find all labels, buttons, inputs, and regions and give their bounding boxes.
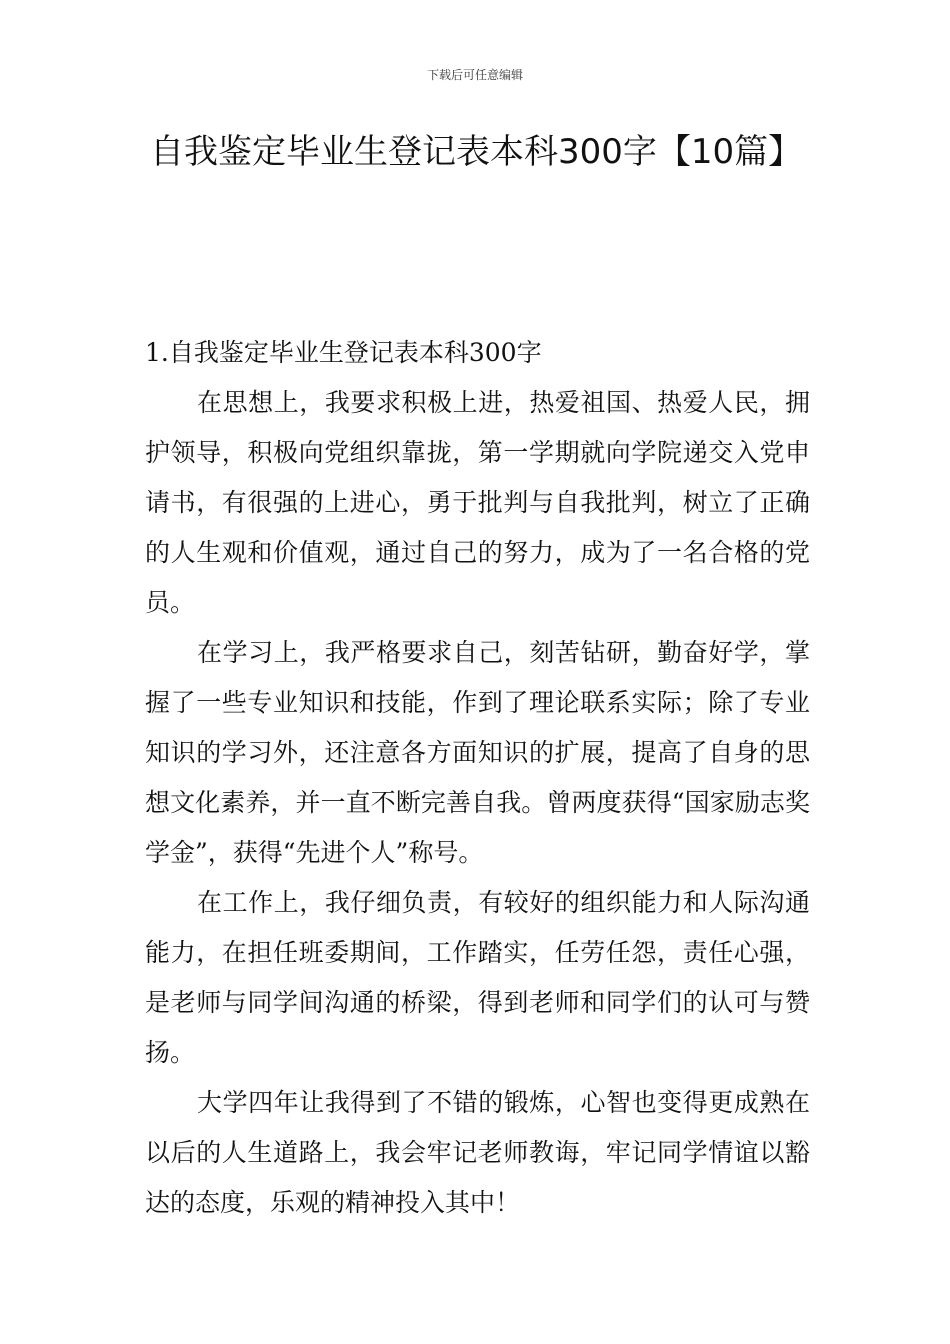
paragraph-thought: 在思想上，我要求积极上进，热爱祖国、热爱人民，拥护领导，积极向党组织靠拢，第一学期就向学院递交入党申请书，有很强的上进心，勇于批判与自我批判，树立了正确的人生观和价值观，通过自己的努力，成为了一名合格的党员。	[145, 388, 810, 617]
paragraph-summary: 大学四年让我得到了不错的锻炼，心智也变得更成熟在以后的人生道路上，我会牢记老师教诲，牢记同学情谊以豁达的态度，乐观的精神投入其中！	[145, 1088, 810, 1217]
page-title: 自我鉴定毕业生登记表本科300字【10篇】	[150, 132, 803, 172]
header-note: 下载后可任意编辑	[426, 68, 523, 82]
document-body	[145, 328, 810, 1228]
section-heading: 1.自我鉴定毕业生登记表本科300字	[145, 338, 542, 367]
paragraph-work: 在工作上，我仔细负责，有较好的组织能力和人际沟通能力，在担任班委期间，工作踏实，任劳任怨，责任心强，是老师与同学间沟通的桥梁，得到老师和同学们的认可与赞扬。	[145, 888, 810, 1067]
paragraph-study: 在学习上，我严格要求自己，刻苦钻研，勤奋好学，掌握了一些专业知识和技能，作到了理论联系实际；除了专业知识的学习外，还注意各方面知识的扩展，提高了自身的思想文化素养，并一直不断完善自我。曾两度获得“国家励志奖学金”，获得“先进个人”称号。	[145, 638, 810, 867]
